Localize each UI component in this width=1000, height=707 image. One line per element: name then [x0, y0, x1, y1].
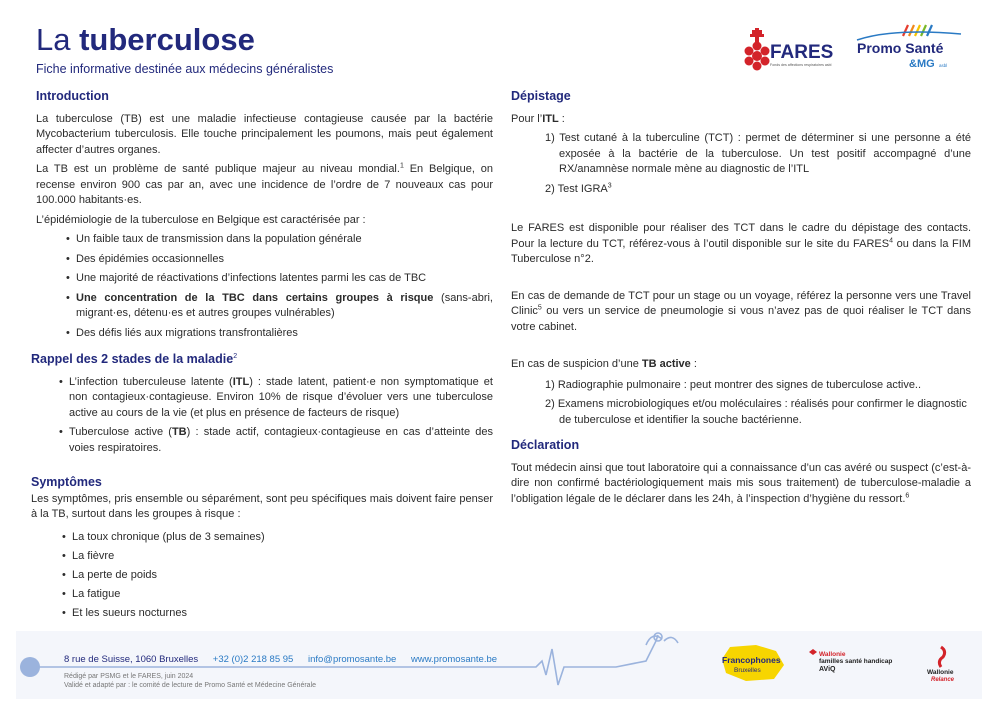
footer-address: 8 rue de Suisse, 1060 Bruxelles: [64, 654, 199, 665]
footnote-ref: 2: [233, 352, 238, 360]
list-item: • Des épidémies occasionnelles: [66, 252, 493, 268]
footer-credit: Rédigé par PSMG et le FARES, juin 2024 Validé et adapté par : le comité de lecture de Promo Santé et Médecine Générale: [64, 673, 317, 689]
depistage-voyage-paragraph: En cas de demande de TCT pour un stage ou un voyage, référez la personne vers une Travel Clinic$^5$ ou vers un service de pneumologie si vous n’avez pas de quoi réaliser le TCT dans votre cabinet.: [511, 289, 971, 333]
page-title-main: tuberculose: [79, 22, 255, 57]
svg-text:Bruxelles: Bruxelles: [734, 667, 761, 674]
svg-text:Wallonie: Wallonie: [819, 651, 846, 658]
svg-text:FARES: FARES: [770, 42, 834, 63]
page-subtitle: Fiche informative destinée aux médecins généralistes: [36, 62, 334, 76]
list-item: • La toux chronique (plus de 3 semaines): [62, 530, 493, 546]
list-item: 2) Test IGRA$^3$: [545, 181, 612, 195]
introduction-paragraph: L’épidémiologie de la tuberculose en Belgique est caractérisée par :: [36, 213, 366, 226]
depistage-pour: Pour l’ITL :: [511, 112, 565, 125]
svg-text:Promo Santé: Promo Santé: [857, 40, 944, 56]
footer-phone[interactable]: +32 (0)2 218 85 95: [212, 654, 294, 665]
list-item: 1) Radiographie pulmonaire : peut montrer des signes de tuberculose active..: [545, 378, 922, 391]
symptomes-section: [31, 475, 493, 625]
list-item: • L’infection tuberculeuse latente (ITL) : stade latent, patient·e non symptomatique et non contagieux·contagieuse. Environ 10% de risque d’évoluer vers une tuberculose active au cours de la vie (et plus en présence de facteurs de risque): [59, 375, 493, 422]
introduction-heading: Introduction: [36, 89, 109, 103]
depistage-heading: Dépistage: [511, 89, 571, 103]
stades-list: [59, 375, 493, 457]
tb-active-list: [545, 378, 971, 429]
introduction-paragraph: La TB est un problème de santé publique majeur au niveau mondial.$^1$ En Belgique, on recense environ 900 cas par an, avec une incidence de l’ordre de 7 nouveaux cas pour 100.000 habitants·es.: [36, 162, 493, 206]
list-item: • Une majorité de réactivations d’infections latentes parmi les cas de TBC: [66, 271, 493, 287]
list-item: • Un faible taux de transmission dans la population générale: [66, 232, 493, 248]
declaration-section: [511, 438, 971, 511]
stades-section: [31, 352, 493, 460]
wallonie-relance-logo: [925, 645, 965, 683]
introduction-paragraph: La tuberculose (TB) est une maladie infectieuse contagieuse causée par la bactérie Mycobacterium tuberculosis. Elle touche principalement les poumons, mais peut également affecter d’autres organes.: [36, 112, 493, 156]
list-item: • La perte de poids: [62, 568, 493, 584]
footnote-ref: 5: [537, 304, 542, 312]
list-item: 1) Test cutané à la tuberculine (TCT) : permet de déterminer si une personne a été exposée à la bactérie de la tuberculose. Un test positif accompagné d’une RX/anamnèse normale mène au diagnostic de l’ITL: [545, 132, 971, 175]
svg-text:Fonds des affections respirato: Fonds des affections respiratoires asbl: [770, 63, 832, 67]
svg-text:&MG: &MG: [909, 58, 935, 70]
page-title: La tuberculose: [36, 22, 255, 57]
declaration-text: Tout médecin ainsi que tout laboratoire qui a connaissance d’un cas avéré ou suspect (c’est-à-dire non confirmé bactériologiquement mais mis sous traitement) de tuberculose-maladie a l’obligation légale de le déclarer dans les 24h, à l’inspection d’hygiène du ressort.$^6$: [511, 461, 971, 505]
list-item: 2) Examens microbiologiques et/ou moléculaires : réalisés pour confirmer le diagnostic de tuberculose et identifier la souche bactérienne.: [545, 398, 967, 426]
list-item: • La fièvre: [62, 549, 493, 565]
footer-website[interactable]: www.promosante.be: [410, 654, 498, 665]
list-item: • Tuberculose active (TB) : stade actif, contagieux·contagieuse en cas d’atteinte des voies respiratoires.: [59, 425, 493, 456]
francophones-bruxelles-logo: [716, 643, 796, 683]
svg-text:asbl: asbl: [939, 63, 948, 68]
symptomes-heading: Symptômes: [31, 475, 102, 489]
list-item: • Et les sueurs nocturnes: [62, 606, 493, 622]
list-item: • Des défis liés aux migrations transfrontalières: [66, 326, 493, 342]
list-item: • La fatigue: [62, 587, 493, 603]
epidemiology-list: [66, 232, 493, 341]
footer-contact: [64, 654, 509, 665]
svg-text:Francophones: Francophones: [722, 655, 781, 665]
fares-logo: [740, 28, 838, 72]
footnote-ref: 1: [399, 162, 404, 170]
depistage-active-paragraph: En cas de suspicion d’une TB active :: [511, 358, 697, 370]
svg-text:Relance: Relance: [931, 677, 955, 683]
depistage-section: [511, 89, 971, 432]
declaration-heading: Déclaration: [511, 438, 580, 452]
aviq-logo: [807, 646, 907, 676]
svg-text:Wallonie: Wallonie: [927, 669, 954, 676]
introduction-section: [36, 89, 493, 345]
list-item: • Une concentration de la TBC dans certains groupes à risque (sans-abri, migrant·es, détenu·es et autres groupes vulnérables): [66, 291, 493, 322]
footnote-ref: 4: [889, 236, 893, 244]
svg-text:AViQ: AViQ: [819, 666, 836, 673]
depistage-fares-paragraph: Le FARES est disponible pour réaliser des TCT dans le cadre du dépistage des contacts. Pour la lecture du TCT, référez-vous à l’outil disponible sur le site du FARES$^4$ ou dans la FIM Tuberculose n°2.: [511, 222, 971, 265]
stades-heading: Rappel des 2 stades de la maladie$^2$: [31, 352, 238, 366]
svg-text:familles santé handicap: familles santé handicap: [819, 658, 893, 665]
symptomes-intro: Les symptômes, pris ensemble ou séparément, sont peu spécifiques mais doivent faire penser à la TB, surtout dans les groupes à risque :: [31, 492, 493, 520]
footnote-ref: 6: [905, 491, 910, 499]
footer-email[interactable]: info@promosante.be: [307, 654, 397, 665]
itl-test-list: [545, 131, 971, 197]
footnote-ref: 3: [607, 181, 612, 189]
promo-sante-logo: [853, 22, 965, 72]
symptomes-list: [62, 530, 493, 622]
